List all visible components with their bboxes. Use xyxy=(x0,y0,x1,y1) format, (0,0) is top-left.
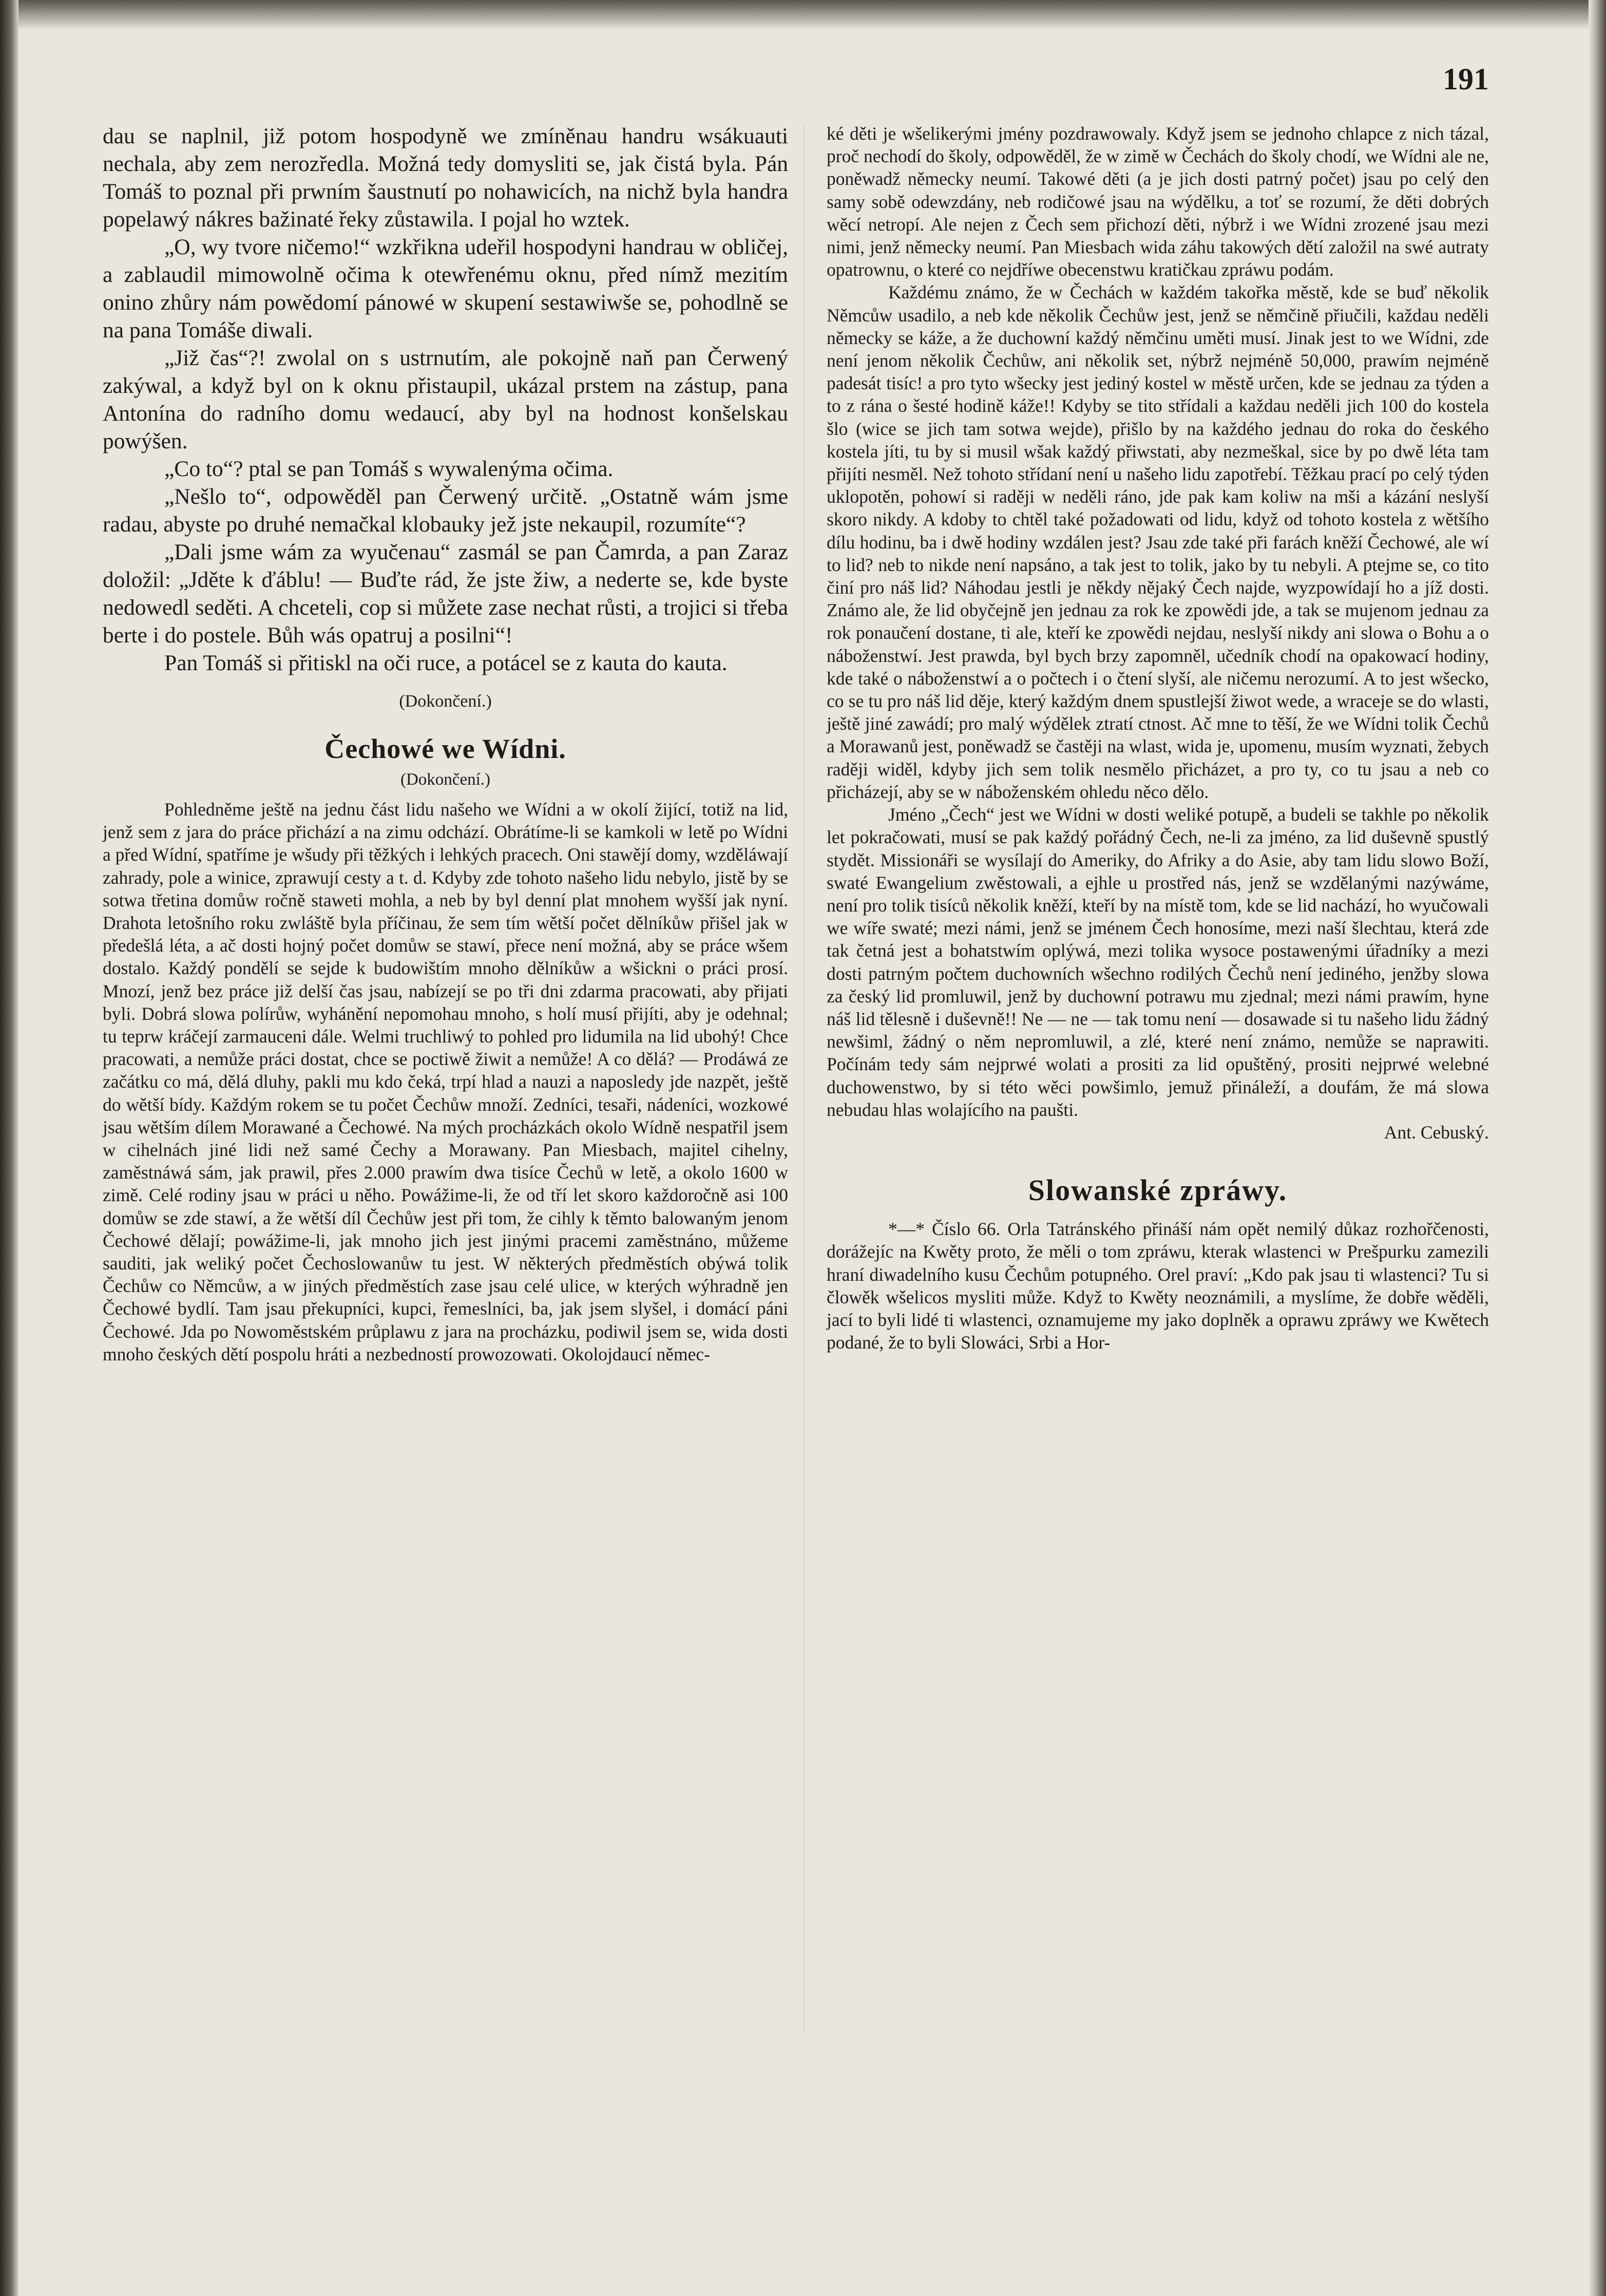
article-subtitle: (Dokončení.) xyxy=(400,770,491,789)
right-column xyxy=(827,122,1489,1354)
story-end-note: (Dokončení.) xyxy=(399,692,492,711)
article-paragraph: Pohledněme ještě na jednu část lidu našeho we Wídni a w okolí žijící, totiž na lid, jenž sem z jara do práce přichází a na zimu odchází. Obrátíme-li se kamkoli w letě po Wídni a před Wídní, spatříme je wšudy při těžkých i lehkých pracech. Oni stawějí domy, wzděláwají zahrady, pole a winice, zprawují cesty a t. d. Kdyby zde tohoto našeho lidu nebylo, jistě by se sotwa třetina domůw ročně staweti mohla, a neb by byl denní plat mnohem wyšší jak nyní. Drahota letošního roku zwláště byla příčinau, že sem tím wětší počet dělníkůw přišel jak w předešlá léta, a ač dosti hojný počet domůw se stawí, přece není možná, aby se práce wšem dostalo. Každý pondělí se sejde k budowištím mnoho dělníkůw a wšickni o práci prosí. Mnozí, jenž bez práce již delší čas jsau, nabízejí se po tři dni zdarma pracowati, aby přijati byli. Dobrá slowa polírůw, wyhánění nepomohau mnoho, s holí musí přijíti, aby je odehnal; tu teprw kráčejí zarmauceni dále. Welmi truchliwý to pohled pro lidumila na lid ubohý! Chce pracowati, a nemůže práci dostat, chce se poctiwě žiwit a nemůže! A co dělá? — Prodáwá ze začátku co má, dělá dluhy, pakli mu kdo čeká, trpí hlad a nauzi a naposledy jde nazpět, ještě do wětší bídy. Každým rokem se tu počet Čechůw množí. Zedníci, tesaři, nádeníci, wozkowé jsau wětším dílem Morawané a Čechowé. Na mých procházkách okolo Wídně nespatřil jsem w cihelnách jiné lidi než samé Čechy a Morawany. Pan Miesbach, majitel cihelny, zaměstnáwá sám, jak prawil, přes 2.000 prawím dwa tisíce Čechů w letě, a okolo 1600 w zimě. Celé rodiny jsau w práci u něho. Powážime-li, že od tří let skoro každoročně asi 100 domůw se zde stawí, a že wětší díl Čechůw jest při tom, že cihly k těmto balowaným jenom Čechowé dělají; powážime-li, jak mnoho jich jest jinými pracemi zaměstnáno, můžeme sauditi, jak weliký počet Čechoslowanůw tu jest. W některých předměstích obýwá tolik Čechůw co Němcůw, a w jiných předměstích zase jsau celé ulice, w kterých wýhradně jen Čechowé bydlí. Tam jsau překupníci, kupci, řemeslníci, ba, jak jsem slyšel, i domácí páni Čechowé. Jda po Nowoměstském průplawu z jara na procházku, podiwil jsem se, wida dosti mnoho českých dětí pospolu hráti a nezbedností prowozowati. Okolojdaucí němec- xyxy=(103,799,788,1364)
article-signature: Ant. Cebuský. xyxy=(1384,1122,1489,1143)
column-gutter xyxy=(804,123,805,2034)
story-paragraph: „Dali jsme wám za wyučenau“ zasmál se pan Čamrda, a pan Zaraz doložil: „Jděte k ďáblu! — Buďte rád, že jste žiw, a nederte se, kde byste nedowedl seděti. A chceteli, cop si můžete zase nechat růsti, a trojici si třeba berte i do postele. Bůh wás opatruj a posilni“! xyxy=(103,540,788,648)
left-column xyxy=(103,122,788,1365)
story-paragraph: „Co to“? ptal se pan Tomáš s wywalenýma očima. xyxy=(164,457,614,481)
story-paragraph: „O, wy tvore ničemo!“ wzkřikna udeřil hospodyni handrau w obličej, a zablaudil mimowolně očima k otewřenému oknu, před nímž mezitím onino zhůry nám powědomí pánowé w skupení sestawiwše se, pohodlně se na pana Tomáše diwali. xyxy=(103,235,788,343)
article-paragraph: ké děti je wšelikerými jmény pozdrawowaly. Když jsem se jednoho chlapce z nich tázal, proč nechodí do školy, odpowěděl, že w zimě w Čechách do školy chodí, we Wídni ale ne, poněwadž německy neumí. Takowé děti (a je jich dosti patrný počet) jsau po celý den samy sobě odewzdány, neb rodičowé jsau na wýdělku, a toť se rozumí, že děti dobrých wěcí netropí. Ale nejen z Čech sem přichozí děti, nýbrž i we Wídni zrozené jsau mezi nimi, jenž německy neumí. Pan Miesbach wida záhu takowých dětí založil na swé autraty opatrownu, o které co nejdříwe obecenstwu kratičkau zpráwu podám. xyxy=(827,123,1489,280)
section-title: Slowanské zpráwy. xyxy=(1028,1173,1288,1207)
page-number: 191 xyxy=(1443,62,1489,96)
story-paragraph: „Již čas“?! zwolal on s ustrnutím, ale pokojně naň pan Čerwený zakýwal, a když byl on k oknu přistaupil, ukázal prstem na zástup, pana Antonína do radního domu wedaucí, aby byl na hodnost konšelskau powýšen. xyxy=(103,346,788,453)
article-title: Čechowé we Wídni. xyxy=(324,733,566,764)
scan-edge-top xyxy=(0,0,1606,30)
news-paragraph: *—* Číslo 66. Orla Tatránského přináší nám opět nemilý důkaz rozhořčenosti, dorážejíc na Kwěty proto, že měli o tom zpráwu, kterak wlastenci w Prešpurku zamezili hraní diwadelního kusu Čechům potupného. Orel praví: „Kdo pak jsau ti wlastenci? Tu si člowěk wšelicos mysliti může. Když to Kwěty neoznámili, a myslíme, že dobře wěděli, jací to byli lidé ti wlastenci, oznamujeme my jako doplněk a oprawu zpráwy we Kwětech podané, že to byli Slowáci, Srbi a Hor- xyxy=(827,1219,1489,1353)
scan-edge-right xyxy=(1589,0,1606,2296)
story-paragraph: „Nešlo to“, odpowěděl pan Čerwený určitě. „Ostatně wám jsme radau, abyste po druhé nemačkal klobauky jež jste nekaupil, rozumíte“? xyxy=(103,484,788,537)
story-paragraph: Pan Tomáš si přitiskl na oči ruce, a potácel se z kauta do kauta. xyxy=(164,651,728,675)
article-paragraph: Každému známo, že w Čechách w každém takořka městě, kde se buď několik Němcůw usadilo, a neb kde několik Čechůw jest, jenž se němčině přiučili, každau neděli německy se káže, a že duchowní každý němčinu uměti musí. Jinak jest to we Wídni, zde není jenom několik Čechůw, ani několik set, nýbrž nejméně 50,000, prawím nejméně padesát tisíc! a pro tyto wšecky jest jediný kostel w městě určen, kde se jednau za týden a to z rána o šesté hodině káže!! Kdyby se tito střídali a každau neděli jich 100 do kostela šlo (wice se jich tam sotwa wejde), přišlo by na každého jednau do roka do českého kostela jíti, tu by si musil wšak každý přiwstati, aby nezmeškal, sice by po dwě léta tam přijíti nesměl. Než tohoto střídaní není u našeho lidu zapotřebí. Těžkau prací po celý týden uklopotěn, pohowí si raději w neděli ráno, jde pak kam koliw na mši a kázání neslyší skoro nikdy. A kdoby to chtěl také požadowati od lidu, když od tohoto kostela z wětšího dílu hodinu, ba i dwě hodiny wzdálen jest? Jsau zde také při farách kněží Čechowé, ale wí to lid? neb to nikde není napsáno, a tak jest to tolik, jako by tu nebyli. A ptejme se, co tito činí pro náš lid? Náhodau jestli je někdy nějaký Čech najde, wyzpowídají ho a jíž dosti. Známo ale, že lid obyčejně jen jednau za rok ke zpowědi jde, a tak se mujenom jednau za rok ponaučení dostane, ti ale, kteří ke zpowědi nejdau, neslyší nikdy ani slowa o Bohu a o náboženstwí. Jest prawda, byl bych brzy zapomněl, učedník chodí na opakowací hodiny, kde také o náboženstwí a o počtech i o čtení slyší, ale ničemu nerozumí. A to jest wšecko, co se tu pro náš lid děje, který každým dnem spustlejší žiwot wede, a wraceje se do wlasti, ještě jiné zawádí; pro malý wýdělek ztratí ctnost. Ač mne to těší, že we Wídni tolik Čechů a Morawanů jest, poněwadž se častěji na wlast, wida je, upomenu, musím wyznati, žebych raději widěl, kdyby jich sem tolik nesmělo přicházet, a pro ty, co tu jsau a neb co přicházejí, aby se w náboženském ohledu něco dělo. xyxy=(827,282,1489,802)
article-paragraph: Jméno „Čech“ jest we Wídni w dosti weliké potupě, a budeli se takhle po několik let pokračowati, musí se pak každý pořádný Čech, ne-li za jméno, za lid duševně spustlý stydět. Missionáři se wysílají do Ameriky, do Afriky a do Asie, aby tam lidu slowo Boží, swaté Ewangelium zwěstowali, a ejhle u prostřed nás, jenž se wzdělanými nazýwáme, není pro tolik tisíců několik kněží, kteří by na místě tom, kde se lid nachází, ho wyučowali we wíře swaté; mezi námi, jenž se jménem Čech honosíme, mezi naší šlechtau, která zde tak četná jest a bohatstwím oplýwá, mezi tolika wysoce postawenými úřadníky a mezi dosti patrným počtem duchowních wšechno rodilých Čechů není jediného, jenžby slowa za český lid promluwil, jenž by duchowní potrawu mu zjednal; mezi námi prawím, hyne náš lid tělesně i duševně!! Ne — ne — tak tomu není — dosawade si tu našeho lidu žádný newšiml, žádný o něm nepromluwil, a zlé, které není známo, nemůže se naprawiti. Počínám tedy sám nejprwé wolati a prositi za lid opuštěný, prositi nejprwé welebné duchowenstwo, by si této wěci powšimlo, jemuž přináleží, a doufám, že má slowa nebudau hlas wolajícího na paušti. xyxy=(827,804,1489,1120)
story-paragraph: dau se naplnil, již potom hospodyně we zmíněnau handru wsákuauti nechala, aby zem nerozředla. Možná tedy domysliti se, jak čistá byla. Pán Tomáš to poznal při prwním šaustnutí po nohawicích, na nichž byla handra popelawý nákres bažinaté řeky zůstawila. I pojal ho wztek. xyxy=(103,124,788,232)
scan-edge-left xyxy=(0,0,18,2296)
